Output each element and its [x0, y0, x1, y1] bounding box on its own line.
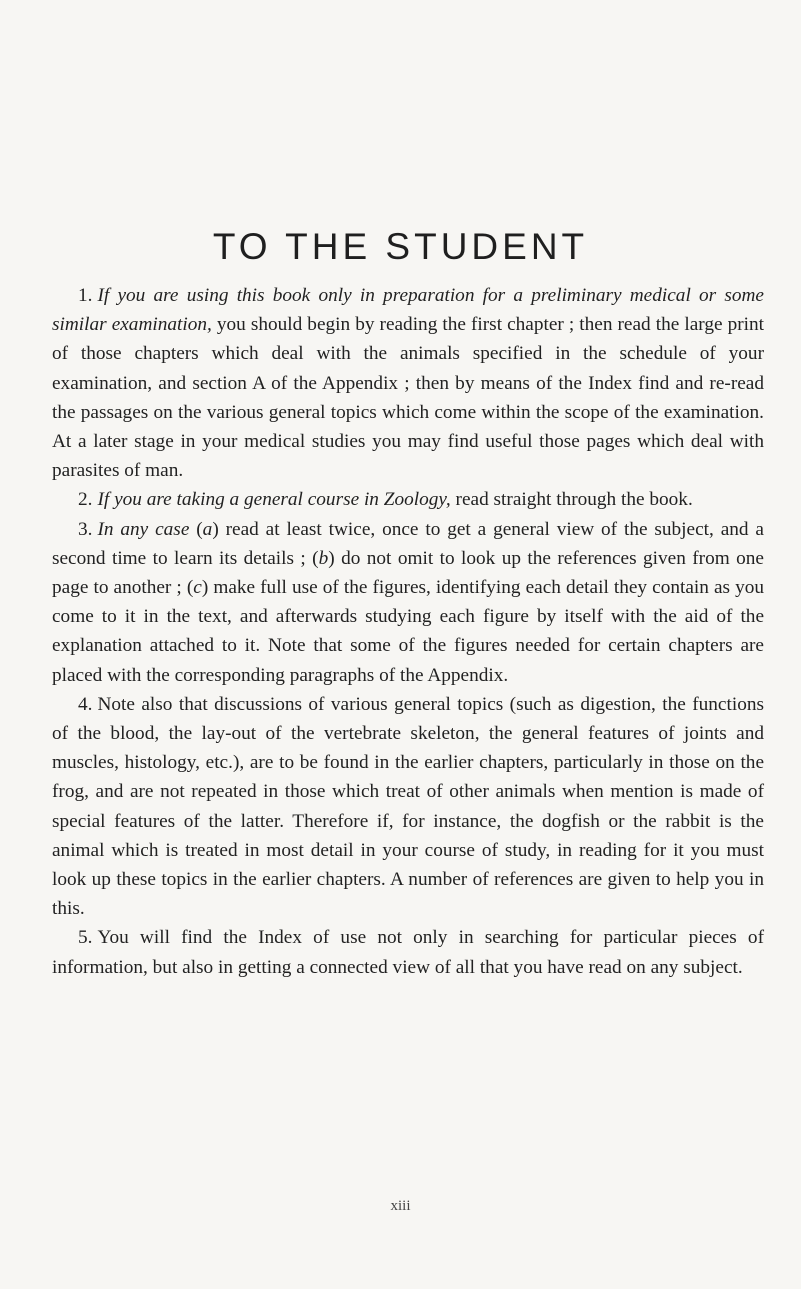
paragraph-text: You will find the Index of use not only in searching for particular pieces of information, but also in getting a connected view of all that you have read on any subject.	[52, 927, 764, 978]
paragraph-2	[52, 485, 764, 514]
paragraph-number: 2.	[78, 489, 93, 511]
body-text	[52, 281, 764, 982]
paragraph-lead-italic: If you are using this book only in preparation for a preliminary medical or some similar examination,	[52, 285, 764, 336]
paragraph-number: 1.	[78, 285, 93, 306]
item-text-b: do not omit to look up the references given from one page to another ;	[52, 547, 764, 599]
paragraph-number: 3.	[78, 518, 93, 540]
page-number: xiii	[390, 1198, 411, 1214]
paragraph-number: 4.	[78, 693, 93, 715]
paragraph-text: read straight through the book.	[450, 489, 693, 511]
paragraph-text: you should begin by reading the first chapter ; then read the large print of those chapters which deal with the animals specified in the schedule of your examination, and section A of the Appendix ; then by means of the Index find and re-read the passages on the various general topics which come within the scope of the examination. At a later stage in your medical studies you may find useful those pages which deal with parasites of man.	[52, 314, 764, 482]
item-label-b: b	[318, 547, 329, 569]
paragraph-lead-italic: In any case	[97, 518, 190, 540]
item-text-a: read at least twice, once to get a general view of the subject, and a second time to learn its details ;	[52, 518, 764, 569]
paragraph-text: Note also that discussions of various general topics (such as digestion, the functions of the blood, the lay-out of the vertebrate skeleton, the general features of joints and muscles, histology, etc.), are to be found in the earlier chapters, particularly in those on the frog, and are not repeated in those which treat of other animals when mention is made of special features of the latter. Therefore if, for instance, the dogfish or the rabbit is the animal which is treated in most detail in your course of study, in reading for it you must look up these topics in the earlier chapters. A number of references are given to help you in this.	[52, 693, 764, 920]
item-label-c: c	[193, 577, 202, 599]
page-title: TO THE STUDENT	[212, 226, 589, 267]
paragraph-lead-italic: If you are taking a general course in Zoology,	[97, 489, 451, 511]
paragraph-3: 3. In any case (a) read at least twice, once to get a general view of the subject, and a second time to learn its details ; (b) do not omit to look up the references given from one page to another ; (c) make full use of the figures, identifying each detail they contain as you come to it in the text, and afterwards studying each figure by itself with the aid of the explanation attached to it. Note that some of the figures needed for certain chapters are placed with the corresponding paragraphs of the Appendix.	[52, 518, 764, 686]
paragraph-number: 5.	[78, 927, 93, 949]
paragraph-1	[52, 281, 764, 485]
item-label-a: a	[202, 518, 213, 540]
item-text-c: make full use of the figures, identifying each detail they contain as you come to it in the text, and afterwards studying each figure by itself with the aid of the explanation attached to it. Note that some of the figures needed for certain chapters are placed with the corresponding paragraphs of the Appendix.	[52, 577, 764, 686]
paragraph-5	[52, 923, 764, 981]
paragraph-4	[52, 690, 764, 924]
